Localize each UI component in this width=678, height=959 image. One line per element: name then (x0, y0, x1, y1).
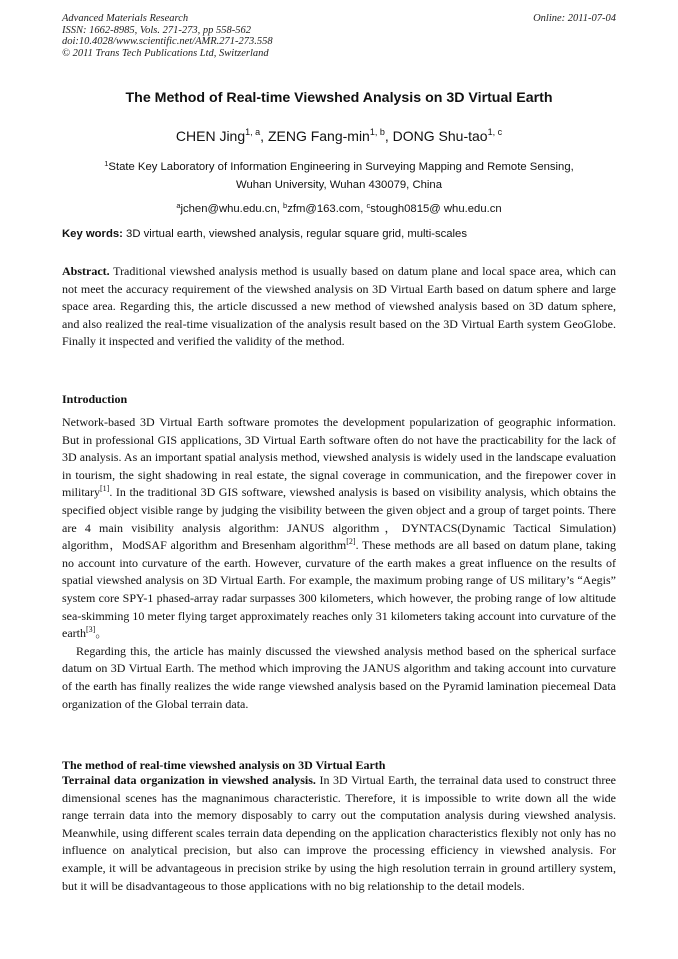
paper-title: The Method of Real-time Viewshed Analysis on 3D Virtual Earth (125, 90, 553, 106)
method-body (62, 772, 616, 895)
section-heading-introduction: Introduction (62, 392, 128, 406)
email-address[interactable]: jchen@whu.edu.cn (180, 203, 277, 215)
keywords (62, 228, 616, 240)
affiliation-line: Wuhan University, Wuhan 430079, China (236, 179, 442, 191)
paragraph (62, 414, 616, 643)
author-list: CHEN Jing$^{1, a}$, ZENG Fang-$\min^{1, b}$, DONG Shu-tao$^{1, c}$ (175, 127, 503, 144)
email-mark: b (283, 201, 288, 210)
author-name: CHEN Jing (175, 128, 246, 144)
paragraph-text: In 3D Virtual Earth, the terrainal data used to construct three dimensional scenes has the magnanimous characteristic. Therefore, it is impossible to write down all the wide range terrain data into the memory disposably to carry out the computation analysis during viewshed analysis. Meanwhile, using different scales terrain data depending on the application characteristics flexibly not only has no influence on analytical precision, but also can improve the processing efficiency in viewshed analysis. For example, it will be advantageous in precision strike by using the high resolution terrain in ground artillery system, but it will be disadvantageous to those applications with no big relationship to the detail models. (62, 773, 616, 893)
abstract-label: Abstract. (62, 264, 110, 278)
affiliation-line: State Key Laboratory of Information Engineering in Surveying Mapping and Remote Sensing, (108, 161, 574, 173)
affiliation-mark: 1 (104, 159, 109, 168)
affiliation (40, 158, 638, 194)
citation[interactable]: [3] (85, 625, 96, 635)
online-date: Online: 2011-07-04 (533, 13, 616, 24)
journal-header (62, 13, 616, 59)
email-mark: c (366, 201, 371, 210)
email-address[interactable]: stough0815@ whu.edu.cn (370, 203, 502, 215)
author-name: ZENG Fang-min (267, 128, 370, 144)
author-name: DONG Shu-tao (392, 128, 488, 144)
issn-line: ISSN: 1662-8985, Vols. 271-273, pp 558-562 (62, 24, 251, 36)
author-affiliation-mark: 1, a (245, 127, 261, 137)
paragraph-text: . These methods are all based on datum plane, taking no account into curvature of the earth. However, curvature of the earth makes a great influence on the results of spatial viewshed analysis on 3D Virtual Earth. For example, the maximum probing range of US military’s “Aegis” system core SPY-1 phased-array radar surpasses 300 kilometers, which however, the probing range of low altitude sea-skimming 10 meter flying target approximately reaches only 31 kilometers taking account into curvature of the earth (62, 538, 616, 641)
citation[interactable]: [2] (346, 537, 356, 547)
author-affiliation-mark: 1, b (369, 127, 385, 137)
journal-name: Advanced Materials Research (62, 13, 189, 24)
paragraph-text: 。 (95, 626, 108, 641)
author-affiliation-mark: 1, c (487, 127, 503, 137)
paragraph: Regarding this, the article has mainly discussed the viewshed analysis method based on the spherical surface datum on 3D Virtual Earth. The method which improving the JANUS algorithm and taking account into curvature of the earth has finally realizes the wide range viewshed analysis based on the Pyramid lamination piecemeal Data organization of the Global terrain data. (62, 643, 616, 711)
keywords-text: 3D virtual earth, viewshed analysis, regular square grid, multi-scales (126, 228, 467, 240)
abstract (62, 263, 616, 351)
keywords-label: Key words: (62, 228, 123, 240)
email-mark: a (176, 201, 181, 210)
email-address[interactable]: zfm@163.com (287, 203, 361, 215)
section-heading-method: The method of real-time viewshed analysis on 3D Virtual Earth (62, 758, 386, 772)
introduction-body (62, 414, 616, 713)
paragraph-text: . In the traditional 3D GIS software, viewshed analysis is based on visibility analysis, which obtains the specified object visible range by judging the visibility between the given object and a group of target points. There are 4 main visibility analysis algorithm: JANUS algorithm，DYNTACS(Dynamic Tactical Simulation) algorithm，ModSAF algorithm and Bresenham algorithm (62, 485, 616, 553)
paragraph-text: Network-based 3D Virtual Earth software promotes the development popularization of geographic information. But in professional GIS applications, 3D Virtual Earth software often do not have the practicability for the lack of 3D analysis. As an important spatial analysis method, viewshed analysis is widely used in the landscape evaluation in tourism, the sight shadowing in real estate, the signal coverage in communication, and the firepower cover in military (62, 415, 616, 500)
citation[interactable]: [1] (100, 484, 110, 494)
email-list: $^a$jchen@whu.edu.cn, $^b$zfm@163.com, $^c$stough0815@ whu.edu.cn (176, 201, 502, 215)
paragraph (62, 772, 616, 895)
doi-line: doi:10.4028/www.scientific.net/AMR.271-273.558 (62, 36, 273, 48)
abstract-text: Traditional viewshed analysis method is usually based on datum plane and local space area, which can not meet the accuracy requirement of the viewshed analysis on 3D Virtual Earth based on datum sphere and large space area. Regarding this, the article discussed a new method of viewshed analysis based on 3D datum sphere, and also realized the real-time visualization of the analysis result based on the 3D Virtual Earth system GeoGlobe. Finally it inspected and verified the validity of the method. (62, 264, 616, 349)
copyright-line: © 2011 Trans Tech Publications Ltd, Switzerland (62, 47, 269, 59)
paragraph-lead: Terrainal data organization in viewshed analysis. (62, 773, 316, 787)
